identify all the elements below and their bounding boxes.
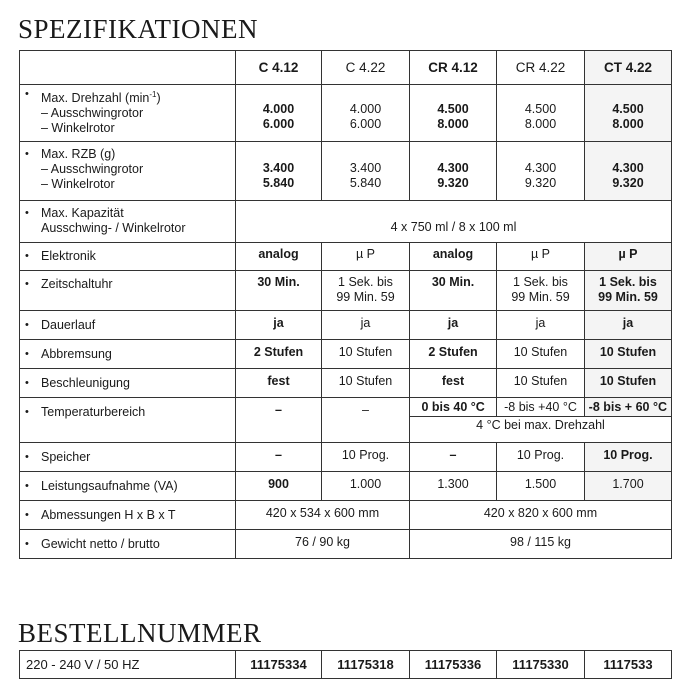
label-rzb: • Max. RZB (g) – Ausschwingrotor – Winkelrotor [20,142,236,201]
spec-table [19,50,672,559]
value-cell: analog [410,243,497,271]
corner-cell [20,51,236,85]
value-cell: 4 x 750 ml / 8 x 100 ml [236,201,672,243]
value-cell: 1 Sek. bis 99 Min. 59 [585,271,672,311]
row-gewicht [20,530,672,559]
value-cell: 10 Stufen [497,340,585,369]
value-cell: 10 Prog. [322,443,410,472]
row-rzb [20,142,672,201]
value-cell: 4.500 8.000 [585,85,672,142]
label-drehzahl: • Max. Drehzahl $(\min^{-1})$ – Ausschwingrotor – Winkelrotor [20,85,236,142]
value-cell: 0 bis 40 °C [421,400,485,414]
value-cell: fest [410,369,497,398]
label-beschleunigung: • Beschleunigung [20,369,236,398]
heading-spezifikationen: SPEZIFIKATIONEN [18,14,258,44]
label-kapazitaet: • Max. Kapazität Ausschwing- / Winkelrotor [20,201,236,243]
value-cell: -8 bis + 60 °C [584,398,671,416]
value-cell: 3.400 5.840 [236,142,322,201]
value-cell: 1.300 [410,472,497,501]
bullet-icon: • [25,480,29,492]
label-zeitschaltuhr: • Zeitschaltuhr [20,271,236,311]
value-cell: ja [497,311,585,340]
row-abbremsung [20,340,672,369]
label-leistung: • Leistungsaufnahme (VA) [20,472,236,501]
model-header: CR 4.22 [497,51,585,85]
value-cell: ja [585,311,672,340]
heading-bestellnummer: BESTELLNUMMER [18,618,262,648]
value-cell: -8 bis +40 °C [496,398,583,416]
value-cell: 3.400 5.840 [322,142,410,201]
value-cell: 420 x 534 x 600 mm [236,501,410,530]
value-cell: 30 Min. [410,271,497,311]
bullet-icon: • [25,148,29,160]
value-cell: 4.300 9.320 [497,142,585,201]
value-cell: µ P [585,243,672,271]
value-cell: – [410,443,497,472]
row-speicher [20,443,672,472]
bullet-icon: • [25,278,29,290]
bullet-icon: • [25,509,29,521]
value-cell: 1.700 [585,472,672,501]
model-header: CR 4.12 [410,51,497,85]
bullet-icon: • [25,406,29,418]
row-beschleunigung [20,369,672,398]
value-cell: ja [410,311,497,340]
bullet-icon: • [25,207,29,219]
label-dauerlauf: • Dauerlauf [20,311,236,340]
row-kapazitaet [20,201,672,243]
value-cell: 10 Stufen [322,369,410,398]
row-leistung [20,472,672,501]
value-cell: 10 Prog. [497,443,585,472]
bullet-icon: • [25,377,29,389]
value-cell: 4.000 6.000 [236,85,322,142]
label-temperatur: • Temperaturbereich [20,398,236,443]
bullet-icon: • [25,88,29,100]
value-cell: 10 Stufen [322,340,410,369]
label-speicher: • Speicher [20,443,236,472]
value-cell: 2 Stufen [236,340,322,369]
bullet-icon: • [25,348,29,360]
order-number: 11175334 [236,651,322,679]
label-elektronik: • Elektronik [20,243,236,271]
value-cell: 10 Stufen [585,369,672,398]
value-cell: 2 Stufen [410,340,497,369]
value-cell: – [236,398,322,443]
model-header: C 4.12 [236,51,322,85]
row-temperatur [20,398,672,443]
value-cell: 4.000 6.000 [322,85,410,142]
label-gewicht: • Gewicht netto / brutto [20,530,236,559]
row-drehzahl [20,85,672,142]
row-zeitschaltuhr [20,271,672,311]
label-abmessungen: • Abmessungen H x B x T [20,501,236,530]
row-abmessungen [20,501,672,530]
value-cell: 30 Min. [236,271,322,311]
bullet-icon: • [25,319,29,331]
value-cell: 10 Stufen [585,340,672,369]
value-cell: – [322,398,410,443]
row-elektronik [20,243,672,271]
value-cell: ja [322,311,410,340]
value-cell: 98 / 115 kg [410,530,672,559]
order-voltage-label: 220 - 240 V / 50 HZ [20,651,236,679]
value-cell: 4.500 8.000 [410,85,497,142]
value-cell: 4.500 8.000 [497,85,585,142]
value-cell: 1.500 [497,472,585,501]
value-cell: 10 Stufen [497,369,585,398]
value-cell: 1.000 [322,472,410,501]
model-header-row [20,51,672,85]
value-cell: 900 [236,472,322,501]
value-cell: 4.300 9.320 [585,142,672,201]
value-cell: – [236,443,322,472]
bullet-icon: • [25,538,29,550]
order-table [19,650,672,679]
order-number: 11175336 [410,651,497,679]
value-cell: 1 Sek. bis 99 Min. 59 [497,271,585,311]
value-cell: 4.300 9.320 [410,142,497,201]
value-cell: 420 x 820 x 600 mm [410,501,672,530]
model-header: CT 4.22 [585,51,672,85]
model-header: C 4.22 [322,51,410,85]
label-abbremsung: • Abbremsung [20,340,236,369]
temperature-note: 4 °C bei max. Drehzahl [476,418,605,432]
value-cell: 76 / 90 kg [236,530,410,559]
order-number: 11175318 [322,651,410,679]
bullet-icon: • [25,250,29,262]
value-cell: 10 Prog. [585,443,672,472]
temperature-range-cell [410,398,672,443]
value-cell: 1 Sek. bis 99 Min. 59 [322,271,410,311]
value-cell: ja [236,311,322,340]
value-cell: analog [236,243,322,271]
order-number: 11175330 [497,651,585,679]
order-number: 1117533 [585,651,672,679]
order-row [20,651,672,679]
value-cell: µ P [497,243,585,271]
value-cell: µ P [322,243,410,271]
bullet-icon: • [25,451,29,463]
row-dauerlauf [20,311,672,340]
value-cell: fest [236,369,322,398]
